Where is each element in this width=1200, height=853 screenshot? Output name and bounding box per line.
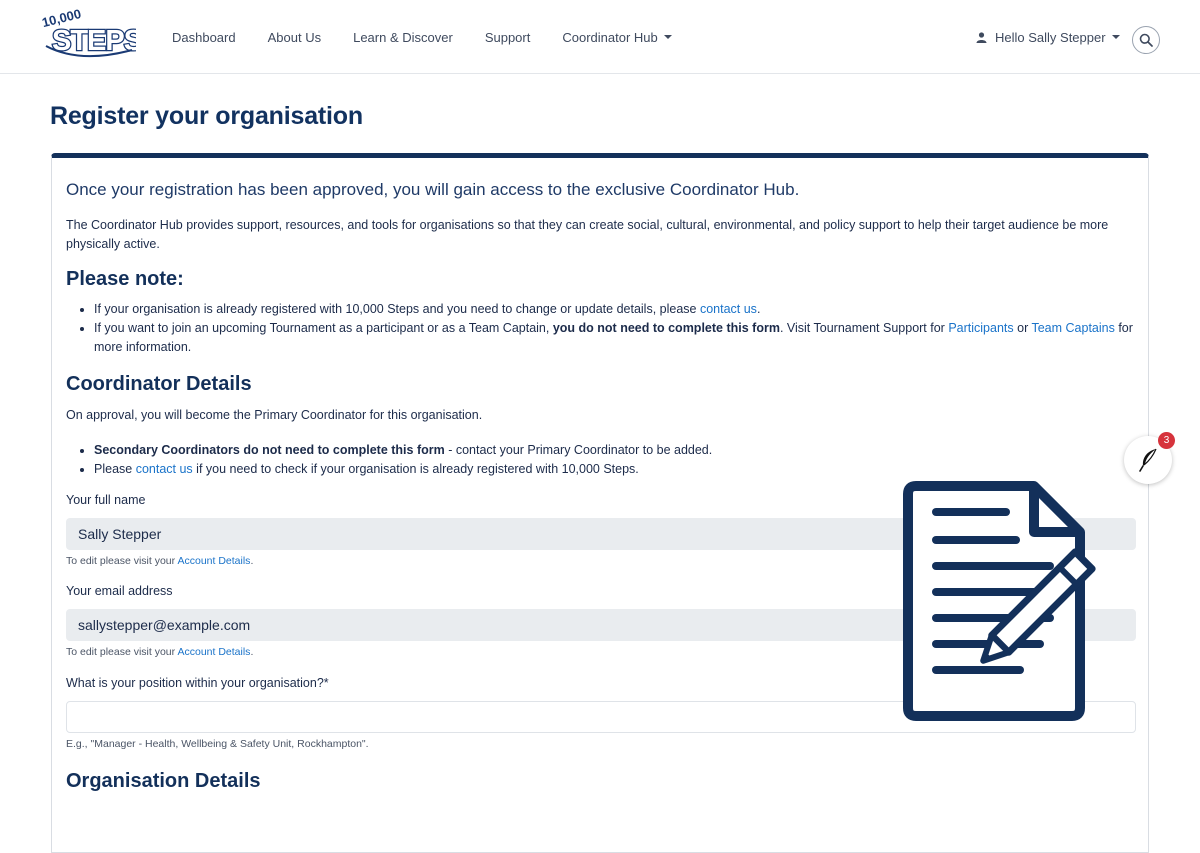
coord2-end: if you need to check if your organisation is already registered with 10,000 Steps. [192,462,639,476]
nav-support-label: Support [484,29,531,45]
nav-about-us-label: About Us [267,29,322,45]
note-heading: Please note: [66,268,184,290]
list-item [94,300,1134,319]
hint-end: . [250,646,254,658]
nav-dashboard-label: Dashboard [172,29,236,45]
note1-text: If your organisation is already registered with 10,000 Steps and you need to change or update details, please [94,302,700,316]
position-label: What is your position within your organisation?* [66,676,329,690]
page-title: Register your organisation [50,102,363,130]
coordinator-details-heading: Coordinator Details [66,373,252,395]
chevron-down-icon [664,35,672,39]
coordinator-list [94,441,1134,479]
user-greeting: Hello Sally Stepper [995,29,1106,45]
search-button[interactable] [1132,26,1160,54]
nav-about-us[interactable] [268,30,321,45]
note1-end: . [756,302,761,316]
intro-text: The Coordinator Hub provides support, resources, and tools for organisations so that they can create social, cultural, environmental, and policy support to help their target audience be more physically active. [66,218,1109,251]
main-nav [172,0,704,74]
full-name-label: Your full name [66,493,146,507]
svg-text:STEPS: STEPS [52,25,136,57]
note2-bold: you do not need to complete this form [552,321,780,335]
full-name-value: Sally Stepper [78,526,162,542]
list-item [94,460,1134,479]
note2-text: If you want to join an upcoming Tournament as a participant or as a Team Captain, [94,321,553,335]
search-icon [1139,33,1153,47]
hint-text: To edit please visit your [66,555,178,567]
nav-dashboard[interactable] [172,30,236,45]
quill-icon [1137,448,1159,472]
user-menu[interactable] [976,0,1120,74]
coord1-bold: Secondary Coordinators do not need to complete this form [94,443,445,457]
document-edit-icon [900,478,1126,726]
approval-text: On approval, you will become the Primary Coordinator for this organisation. [66,408,483,422]
email-hint [66,646,253,658]
hint-end: . [250,555,254,567]
note2-or: or [1013,321,1032,335]
top-navbar [0,0,1200,74]
svg-text:10,000: 10,000 [40,6,83,31]
lead-text: Once your registration has been approved, you will gain access to the exclusive Coordinator Hub. [66,180,800,199]
participants-link[interactable]: Participants [948,321,1014,335]
notification-badge: 3 [1158,432,1175,449]
nav-learn-discover-label: Learn & Discover [353,29,453,45]
note2-middle: . Visit Tournament Support for [779,321,949,335]
position-hint: E.g., "Manager - Health, Wellbeing & Safety Unit, Rockhampton". [66,738,369,750]
coord2-text: Please [94,462,136,476]
contact-us-link[interactable]: contact us [699,302,757,316]
nav-coordinator-hub-label: Coordinator Hub [562,29,658,45]
account-details-link[interactable]: Account Details [177,555,251,567]
site-logo[interactable] [40,6,136,60]
user-icon [976,32,987,43]
organisation-details-heading: Organisation Details [66,770,261,792]
list-item [94,319,1134,357]
email-value: sallystepper@example.com [78,617,251,633]
full-name-hint [66,555,253,567]
coord1-text: - contact your Primary Coordinator to be added. [444,443,713,457]
note-list [94,300,1134,357]
nav-coordinator-hub[interactable] [562,30,671,45]
chevron-down-icon [1112,35,1120,39]
list-item [94,441,1134,460]
contact-us-link-2[interactable]: contact us [135,462,193,476]
email-label: Your email address [66,584,173,598]
nav-support[interactable] [485,30,531,45]
account-details-link-2[interactable]: Account Details [177,646,251,658]
nav-learn-discover[interactable] [353,30,453,45]
hint-text: To edit please visit your [66,646,178,658]
team-captains-link[interactable]: Team Captains [1031,321,1115,335]
note2-end: for more information. [94,321,1133,354]
